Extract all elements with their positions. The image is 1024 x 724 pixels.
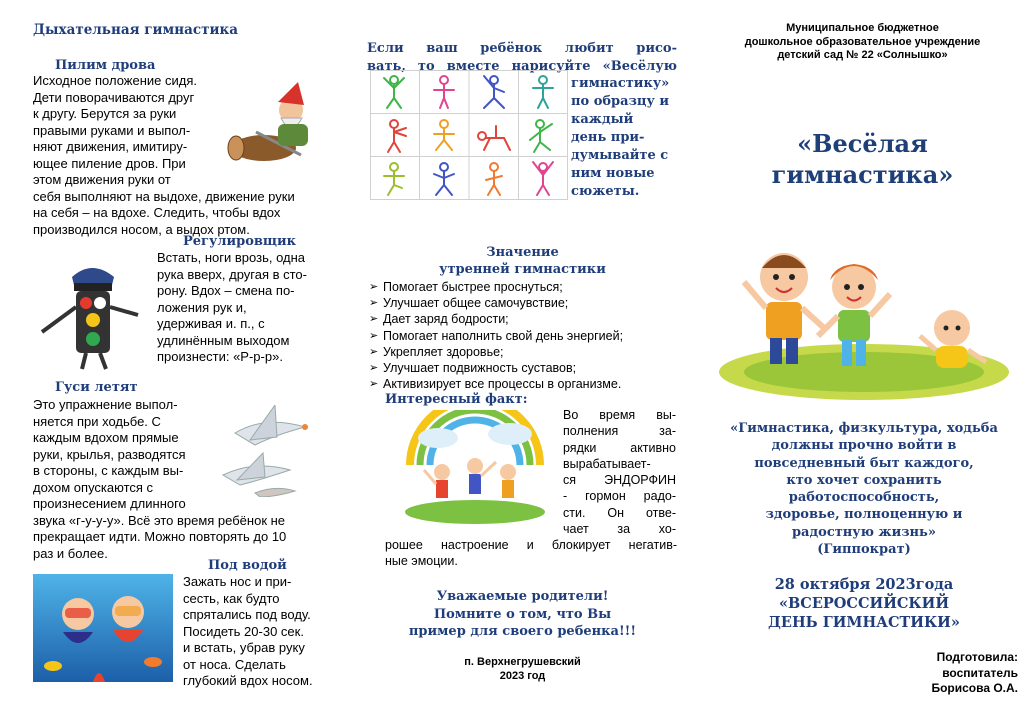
list-item: ➢ Дает заряд бодрости;	[369, 311, 689, 327]
cover-column	[700, 0, 1024, 724]
list-item: ➢ Помогает наполнить свой день энергией;	[369, 328, 689, 344]
list-item: ➢ Помогает быстрее проснуться;	[369, 279, 689, 295]
exercise-geese-text: Это упражнение выпол- няется при ходьбе. С каждым вдохом прямые руки, крылья, разводятся в стороны, с каждым вы- дохом опускаются с произнесением длинного	[33, 397, 186, 511]
parents-note: Уважаемые родители! Помните о том, что Вы пример для своего ребенка!!!	[408, 589, 637, 639]
happy-kids-illustration	[400, 410, 550, 525]
page-title: «Весёлая гимнастика»	[771, 129, 954, 189]
exercise-geese-title: Гуси летят	[55, 380, 138, 395]
gnome-sawing-illustration	[226, 80, 326, 170]
exercise-geese-text-wide: звука «г-у-у-у». Всё это время ребёнок не прекращает идти. Можно повторять до 10 раз и более.	[33, 512, 287, 561]
place-year: п. Верхнегрушевский 2023 год	[464, 656, 581, 682]
list-item: ➢ Улучшает общее самочувствие;	[369, 295, 689, 311]
event-date: 28 октября 2023года «ВСЕРОССИЙСКИЙ ДЕНЬ ГИМНАСТИКИ»	[768, 576, 960, 631]
stick-figures-grid	[370, 70, 568, 200]
fact-text: Во время вы- полнения за- рядки активно вырабатывает- ся ЭНДОРФИН - гормон радо- сти. Он отве- чает за хо-	[563, 408, 676, 537]
list-item: ➢ Активизирует все процессы в организме.	[369, 376, 689, 392]
organization: Муниципальное бюджетное дошкольное образовательное учреждение детский сад № 22 «Солнышко»	[744, 22, 981, 61]
list-item: ➢ Улучшает подвижность суставов;	[369, 360, 689, 376]
draw-text: гимнастику» по образцу и каждый день при- думывайте с ним новые сюжеты.	[571, 76, 670, 199]
hippocrates-quote: «Гимнастика, физкультура, ходьба должны прочно войти в повседневный быт каждого, кто хочет сохранить работоспособность, здоровье, полноценную и радостную жизнь» (Гиппократ)	[730, 421, 998, 558]
meaning-title: Значение утренней гимнастики	[439, 245, 606, 277]
exercise-underwater-title: Под водой	[208, 558, 287, 573]
traffic-light-illustration	[34, 257, 149, 372]
exercise-saw-title: Пилим дрова	[55, 58, 156, 73]
kids-exercise-illustration	[714, 232, 1014, 402]
breathing-title: Дыхательная гимнастика	[33, 22, 239, 38]
exercise-saw-text-wide: себя выполняют на выдохе, движение руки на себя – на вдохе. Следить, чтобы вдох производился носом, а выдох ртом.	[33, 188, 295, 237]
fact-text-wide: рошее настроение и блокирует негатив- ные эмоции.	[385, 538, 677, 569]
exercise-traffic-title: Регулировщик	[183, 234, 297, 249]
meaning-list	[369, 279, 689, 392]
draw-intro: Если ваш ребёнок любит рисо- вать, то вместе нарисуйте «Весёлую	[367, 41, 677, 74]
underwater-kids-illustration	[33, 574, 173, 682]
exercise-saw-text: Исходное положение сидя. Дети поворачиваются друг к другу. Берутся за руки правыми руками и выпол- няют движения, имитиру- ющее пиление дров. При этом движения руки от	[33, 73, 197, 187]
middle-column	[345, 0, 690, 724]
author: Подготовила: воспитатель Борисова О.А.	[931, 650, 1018, 695]
list-item: ➢ Укрепляет здоровье;	[369, 344, 689, 360]
breathing-column	[0, 0, 340, 724]
fact-title: Интересный факт:	[385, 392, 528, 407]
exercise-underwater-text: Зажать нос и при- сесть, как будто спрятались под воду. Посидеть 20-30 сек. и встать, убрав руку от носа. Сделать глубокий вдох носом.	[183, 574, 313, 688]
exercise-traffic-text: Встать, ноги врозь, одна рука вверх, другая в сто- рону. Вдох – смена по- ложения рук и, удерживая и. п., с удлинённым выходом произнести: «Р-р-р».	[157, 250, 307, 364]
geese-illustration	[215, 405, 325, 497]
